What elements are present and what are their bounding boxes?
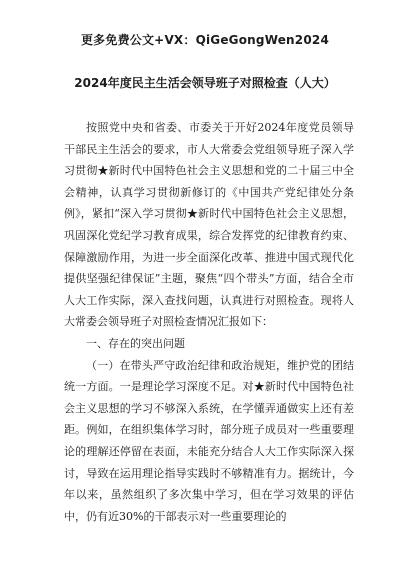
section-heading: 一、存在的突出问题 bbox=[86, 336, 185, 350]
document-body bbox=[64, 117, 354, 527]
document-title: 2024年度民主生活会领导班子对照检查（人大） bbox=[74, 76, 336, 90]
promo-header: 更多免费公文+VX：QiGeGongWen2024 bbox=[80, 33, 329, 47]
body-paragraph: （一）在带头严守政治纪律和政治规矩，维护党的团结统一方面。一是理论学习深度不足。对★新时代中国特色社会主义思想的学习不够深入系统，在学懂弄通做实上还有差距。例如，在组织集体学习时，部分班子成员对一些重要理论的理解还停留在表面，未能充分结合人大工作实际深入探讨，导致在运用理论指导实践时不够精准有力。据统计，今年以来，虽然组织了多次集中学习，但在学习效果的评估中，仍有近30%的干部表示对一些重要理论的 bbox=[64, 358, 354, 523]
intro-paragraph: 按照党中央和省委、市委关于开好2024年度党员领导干部民主生活会的要求，市人大常委会党组领导班子深入学习贯彻★新时代中国特色社会主义思想和党的二十届三中全会精神，认真学习贯彻新修订的《中国共产党纪律处分条例》，紧扣“深入学习贯彻★新时代中国特色社会主义思想，巩固深化党纪学习教育成果，综合发挥党的纪律教育约束、保障激励作用，为进一步全面深化改革、推进中国式现代化提供坚强纪律保证”主题，聚焦“四个带头”方面，结合全市人大工作实际，深入查找问题，认真进行对照检查。现将人大常委会领导班子对照检查情况汇报如下： bbox=[64, 121, 354, 329]
